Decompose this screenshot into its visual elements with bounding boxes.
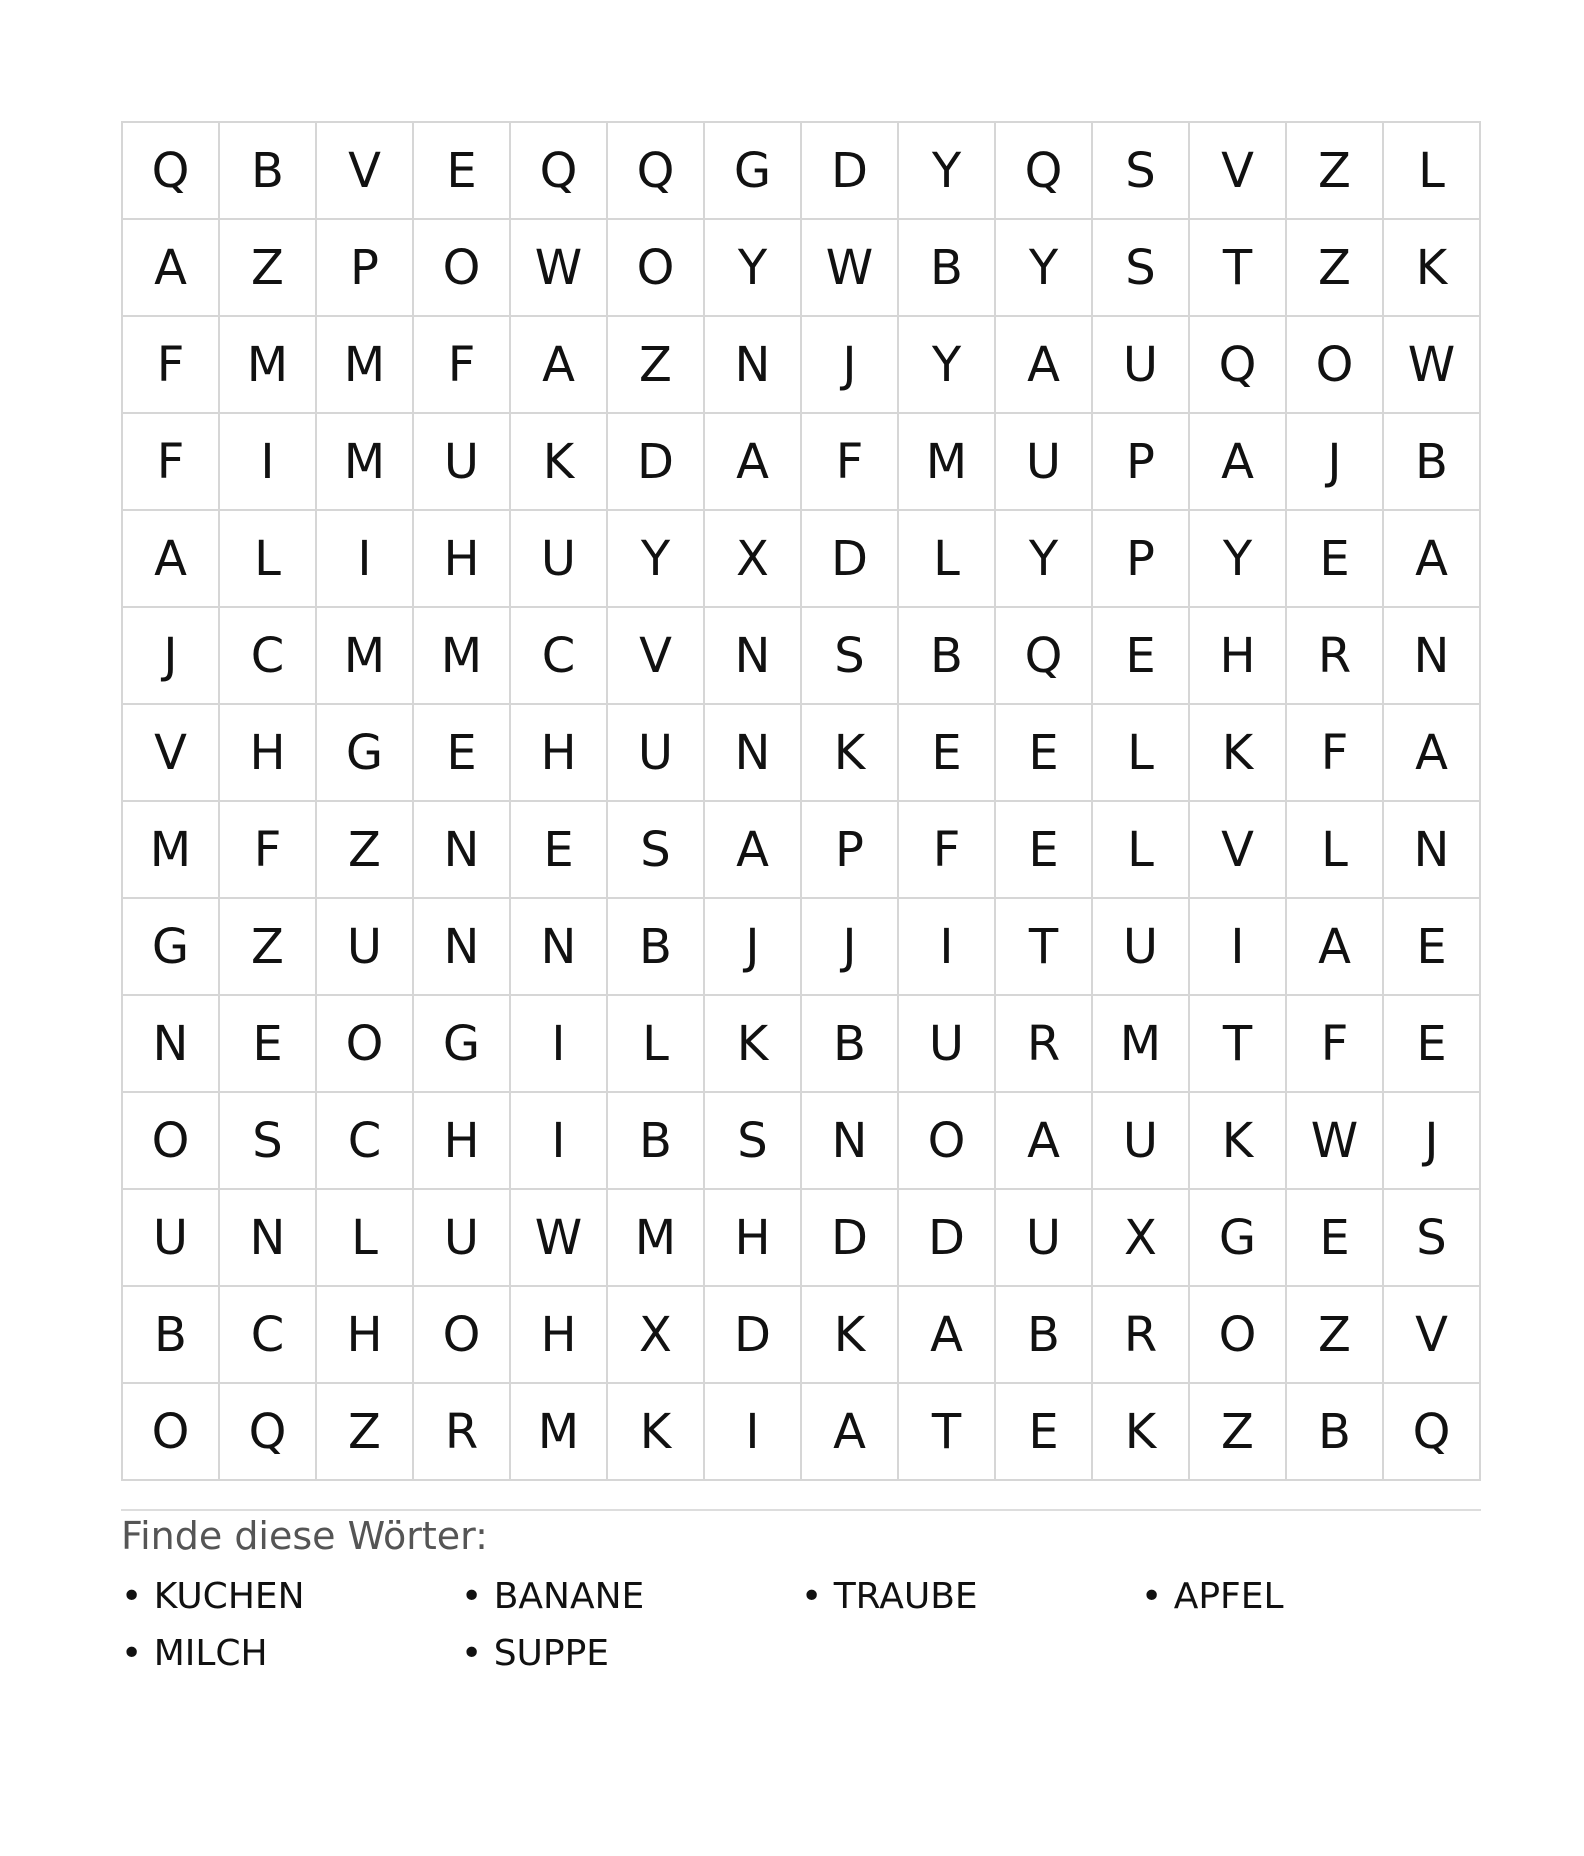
grid-cell[interactable]: N (220, 1190, 317, 1287)
grid-cell[interactable]: C (317, 1093, 414, 1190)
grid-cell[interactable]: H (511, 1287, 608, 1384)
grid-cell[interactable]: P (802, 802, 899, 899)
grid-cell[interactable]: U (123, 1190, 220, 1287)
grid-cell[interactable]: R (1287, 608, 1384, 705)
grid-cell[interactable]: A (123, 511, 220, 608)
grid-cell[interactable]: N (705, 705, 802, 802)
grid-cell[interactable]: D (802, 511, 899, 608)
word-list-item: • TRAUBE (801, 1568, 1141, 1625)
grid-cell[interactable]: Y (608, 511, 705, 608)
grid-cell[interactable]: O (414, 220, 511, 317)
grid-cell[interactable]: G (317, 705, 414, 802)
grid-cell[interactable]: X (705, 511, 802, 608)
grid-cell[interactable]: H (705, 1190, 802, 1287)
grid-cell[interactable]: A (705, 414, 802, 511)
grid-cell[interactable]: Z (1190, 1384, 1287, 1481)
grid-cell[interactable]: V (1384, 1287, 1481, 1384)
grid-cell[interactable]: K (802, 705, 899, 802)
grid-cell[interactable]: M (123, 802, 220, 899)
grid-cell[interactable]: N (802, 1093, 899, 1190)
grid-cell[interactable]: M (1093, 996, 1190, 1093)
grid-cell[interactable]: M (220, 317, 317, 414)
grid-cell[interactable]: S (1093, 220, 1190, 317)
grid-cell[interactable]: Z (317, 802, 414, 899)
grid-cell[interactable]: M (414, 608, 511, 705)
grid-cell[interactable]: H (317, 1287, 414, 1384)
grid-cell[interactable]: C (511, 608, 608, 705)
grid-cell[interactable]: L (220, 511, 317, 608)
grid-cell[interactable]: U (608, 705, 705, 802)
grid-cell[interactable]: F (123, 317, 220, 414)
grid-cell[interactable]: I (899, 899, 996, 996)
grid-cell[interactable]: S (705, 1093, 802, 1190)
grid-cell[interactable]: L (1093, 802, 1190, 899)
grid-cell[interactable]: U (996, 414, 1093, 511)
grid-cell[interactable]: G (414, 996, 511, 1093)
grid-cell[interactable]: J (705, 899, 802, 996)
grid-cell[interactable]: S (608, 802, 705, 899)
grid-cell[interactable]: D (608, 414, 705, 511)
grid-cell[interactable]: M (317, 608, 414, 705)
grid-cell[interactable]: Y (1190, 511, 1287, 608)
grid-cell[interactable]: Q (996, 123, 1093, 220)
grid-cell[interactable]: O (1287, 317, 1384, 414)
grid-cell[interactable]: Y (705, 220, 802, 317)
grid-cell[interactable]: B (802, 996, 899, 1093)
grid-cell[interactable]: A (1287, 899, 1384, 996)
grid-cell[interactable]: O (317, 996, 414, 1093)
grid-cell[interactable]: S (1093, 123, 1190, 220)
grid-cell[interactable]: N (705, 317, 802, 414)
grid-cell[interactable]: B (608, 1093, 705, 1190)
grid-cell[interactable]: R (414, 1384, 511, 1481)
grid-cell[interactable]: K (1190, 1093, 1287, 1190)
grid-cell[interactable]: K (511, 414, 608, 511)
grid-cell[interactable]: E (511, 802, 608, 899)
grid-cell[interactable]: E (1384, 899, 1481, 996)
grid-cell[interactable]: Z (1287, 123, 1384, 220)
grid-cell[interactable]: D (705, 1287, 802, 1384)
grid-cell[interactable]: B (220, 123, 317, 220)
grid-cell[interactable]: B (1287, 1384, 1384, 1481)
grid-cell[interactable]: V (1190, 123, 1287, 220)
grid-cell[interactable]: G (1190, 1190, 1287, 1287)
grid-cell[interactable]: U (414, 1190, 511, 1287)
grid-cell[interactable]: V (123, 705, 220, 802)
grid-cell[interactable]: W (1384, 317, 1481, 414)
grid-cell[interactable]: U (1093, 1093, 1190, 1190)
word-list-item: • MILCH (121, 1625, 461, 1682)
grid-cell[interactable]: F (414, 317, 511, 414)
grid-cell[interactable]: A (996, 1093, 1093, 1190)
grid-cell[interactable]: Z (220, 220, 317, 317)
grid-cell[interactable]: A (802, 1384, 899, 1481)
grid-cell[interactable]: E (1287, 1190, 1384, 1287)
grid-cell[interactable]: H (414, 1093, 511, 1190)
grid-cell[interactable]: C (220, 1287, 317, 1384)
grid-cell[interactable]: Q (996, 608, 1093, 705)
grid-cell[interactable]: U (511, 511, 608, 608)
grid-cell[interactable]: T (1190, 220, 1287, 317)
grid-cell[interactable]: U (899, 996, 996, 1093)
grid-cell[interactable]: V (1190, 802, 1287, 899)
grid-cell[interactable]: A (123, 220, 220, 317)
word-list-item: • SUPPE (461, 1625, 801, 1682)
grid-cell[interactable]: E (1384, 996, 1481, 1093)
grid-cell[interactable]: O (414, 1287, 511, 1384)
grid-cell[interactable]: M (511, 1384, 608, 1481)
grid-cell[interactable]: Y (996, 220, 1093, 317)
grid-cell[interactable]: N (1384, 802, 1481, 899)
grid-cell[interactable]: D (802, 123, 899, 220)
grid-cell[interactable]: O (123, 1384, 220, 1481)
grid-cell[interactable]: E (1287, 511, 1384, 608)
grid-cell[interactable]: N (414, 899, 511, 996)
grid-cell[interactable]: Y (899, 123, 996, 220)
grid-cell[interactable]: A (1190, 414, 1287, 511)
grid-cell[interactable]: Z (1287, 1287, 1384, 1384)
grid-cell[interactable]: P (1093, 511, 1190, 608)
word-list-item: • APFEL (1141, 1568, 1481, 1625)
grid-cell[interactable]: E (414, 705, 511, 802)
grid-cell[interactable]: H (414, 511, 511, 608)
grid-cell[interactable]: Z (1287, 220, 1384, 317)
word-list (121, 1568, 1481, 1682)
grid-cell[interactable]: L (608, 996, 705, 1093)
grid-cell[interactable]: Z (317, 1384, 414, 1481)
grid-cell[interactable]: B (123, 1287, 220, 1384)
grid-cell[interactable]: O (123, 1093, 220, 1190)
grid-cell[interactable]: W (802, 220, 899, 317)
grid-cell[interactable]: J (123, 608, 220, 705)
grid-cell[interactable]: A (899, 1287, 996, 1384)
grid-cell[interactable]: L (1093, 705, 1190, 802)
word-list-heading: Finde diese Wörter: (121, 1514, 488, 1558)
grid-cell[interactable]: T (899, 1384, 996, 1481)
grid-cell[interactable]: Q (1190, 317, 1287, 414)
grid-cell[interactable]: U (996, 1190, 1093, 1287)
grid-cell[interactable]: L (317, 1190, 414, 1287)
grid-cell[interactable]: W (511, 1190, 608, 1287)
grid-cell[interactable]: U (317, 899, 414, 996)
grid-cell[interactable]: R (1093, 1287, 1190, 1384)
grid-cell[interactable]: N (511, 899, 608, 996)
grid-cell[interactable]: E (996, 1384, 1093, 1481)
grid-cell[interactable]: N (705, 608, 802, 705)
grid-cell[interactable]: F (1287, 705, 1384, 802)
grid-cell[interactable]: K (802, 1287, 899, 1384)
grid-cell[interactable]: Q (511, 123, 608, 220)
grid-cell[interactable]: F (220, 802, 317, 899)
grid-cell[interactable]: I (1190, 899, 1287, 996)
grid-cell[interactable]: I (705, 1384, 802, 1481)
grid-cell[interactable]: L (1287, 802, 1384, 899)
grid-cell[interactable]: U (1093, 317, 1190, 414)
grid-cell[interactable]: E (220, 996, 317, 1093)
grid-cell[interactable]: K (705, 996, 802, 1093)
grid-cell[interactable]: X (608, 1287, 705, 1384)
grid-cell[interactable]: E (996, 802, 1093, 899)
grid-cell[interactable]: K (1093, 1384, 1190, 1481)
grid-cell[interactable]: Q (220, 1384, 317, 1481)
grid-cell[interactable]: J (802, 899, 899, 996)
grid-cell[interactable]: O (608, 220, 705, 317)
grid-cell[interactable]: H (511, 705, 608, 802)
grid-cell[interactable]: I (511, 1093, 608, 1190)
grid-cell[interactable]: C (220, 608, 317, 705)
grid-cell[interactable]: S (802, 608, 899, 705)
grid-cell[interactable]: Z (220, 899, 317, 996)
grid-cell[interactable]: W (511, 220, 608, 317)
grid-cell[interactable]: A (1384, 511, 1481, 608)
grid-cell[interactable]: A (996, 317, 1093, 414)
grid-cell[interactable]: U (1093, 899, 1190, 996)
grid-cell[interactable]: J (1384, 1093, 1481, 1190)
grid-cell[interactable]: B (996, 1287, 1093, 1384)
grid-cell[interactable]: F (899, 802, 996, 899)
grid-cell[interactable]: Y (899, 317, 996, 414)
grid-cell[interactable]: I (220, 414, 317, 511)
grid-cell[interactable]: Q (123, 123, 220, 220)
grid-cell[interactable]: F (1287, 996, 1384, 1093)
word-list-item: • KUCHEN (121, 1568, 461, 1625)
grid-cell[interactable]: F (123, 414, 220, 511)
grid-cell[interactable]: V (608, 608, 705, 705)
word-list-item: • BANANE (461, 1568, 801, 1625)
grid-cell[interactable]: L (1384, 123, 1481, 220)
grid-cell[interactable]: N (1384, 608, 1481, 705)
grid-cell[interactable]: E (899, 705, 996, 802)
grid-cell[interactable]: M (317, 317, 414, 414)
grid-cell[interactable]: A (705, 802, 802, 899)
grid-cell[interactable]: H (220, 705, 317, 802)
grid-cell[interactable]: O (1190, 1287, 1287, 1384)
grid-cell[interactable]: U (414, 414, 511, 511)
grid-cell[interactable]: Q (608, 123, 705, 220)
grid-cell[interactable]: K (608, 1384, 705, 1481)
grid-cell[interactable]: A (1384, 705, 1481, 802)
grid-cell[interactable]: A (511, 317, 608, 414)
grid-cell[interactable]: M (899, 414, 996, 511)
grid-cell[interactable]: S (1384, 1190, 1481, 1287)
letter-grid (121, 121, 1481, 1481)
grid-cell[interactable]: I (511, 996, 608, 1093)
grid-cell[interactable]: E (1093, 608, 1190, 705)
grid-cell[interactable]: G (123, 899, 220, 996)
grid-cell[interactable]: V (317, 123, 414, 220)
grid-cell[interactable]: K (1190, 705, 1287, 802)
grid-cell[interactable]: J (802, 317, 899, 414)
grid-cell[interactable]: N (414, 802, 511, 899)
grid-cell[interactable]: T (996, 899, 1093, 996)
grid-cell[interactable]: R (996, 996, 1093, 1093)
grid-cell[interactable]: B (1384, 414, 1481, 511)
grid-cell[interactable]: Q (1384, 1384, 1481, 1481)
grid-cell[interactable]: N (123, 996, 220, 1093)
grid-cell[interactable]: E (996, 705, 1093, 802)
grid-cell[interactable]: Z (608, 317, 705, 414)
grid-cell[interactable]: L (899, 511, 996, 608)
grid-cell[interactable]: W (1287, 1093, 1384, 1190)
grid-cell[interactable]: D (899, 1190, 996, 1287)
grid-cell[interactable]: M (608, 1190, 705, 1287)
grid-cell[interactable]: T (1190, 996, 1287, 1093)
grid-cell[interactable]: P (317, 220, 414, 317)
grid-cell[interactable]: Y (996, 511, 1093, 608)
grid-cell[interactable]: F (802, 414, 899, 511)
grid-cell[interactable]: O (899, 1093, 996, 1190)
grid-cell[interactable]: P (1093, 414, 1190, 511)
grid-cell[interactable]: E (414, 123, 511, 220)
grid-cell[interactable]: J (1287, 414, 1384, 511)
grid-cell[interactable]: B (899, 220, 996, 317)
grid-cell[interactable]: K (1384, 220, 1481, 317)
grid-cell[interactable]: D (802, 1190, 899, 1287)
grid-cell[interactable]: H (1190, 608, 1287, 705)
grid-cell[interactable]: I (317, 511, 414, 608)
grid-cell[interactable]: G (705, 123, 802, 220)
grid-cell[interactable]: B (608, 899, 705, 996)
grid-cell[interactable]: X (1093, 1190, 1190, 1287)
grid-cell[interactable]: S (220, 1093, 317, 1190)
grid-cell[interactable]: B (899, 608, 996, 705)
grid-cell[interactable]: M (317, 414, 414, 511)
